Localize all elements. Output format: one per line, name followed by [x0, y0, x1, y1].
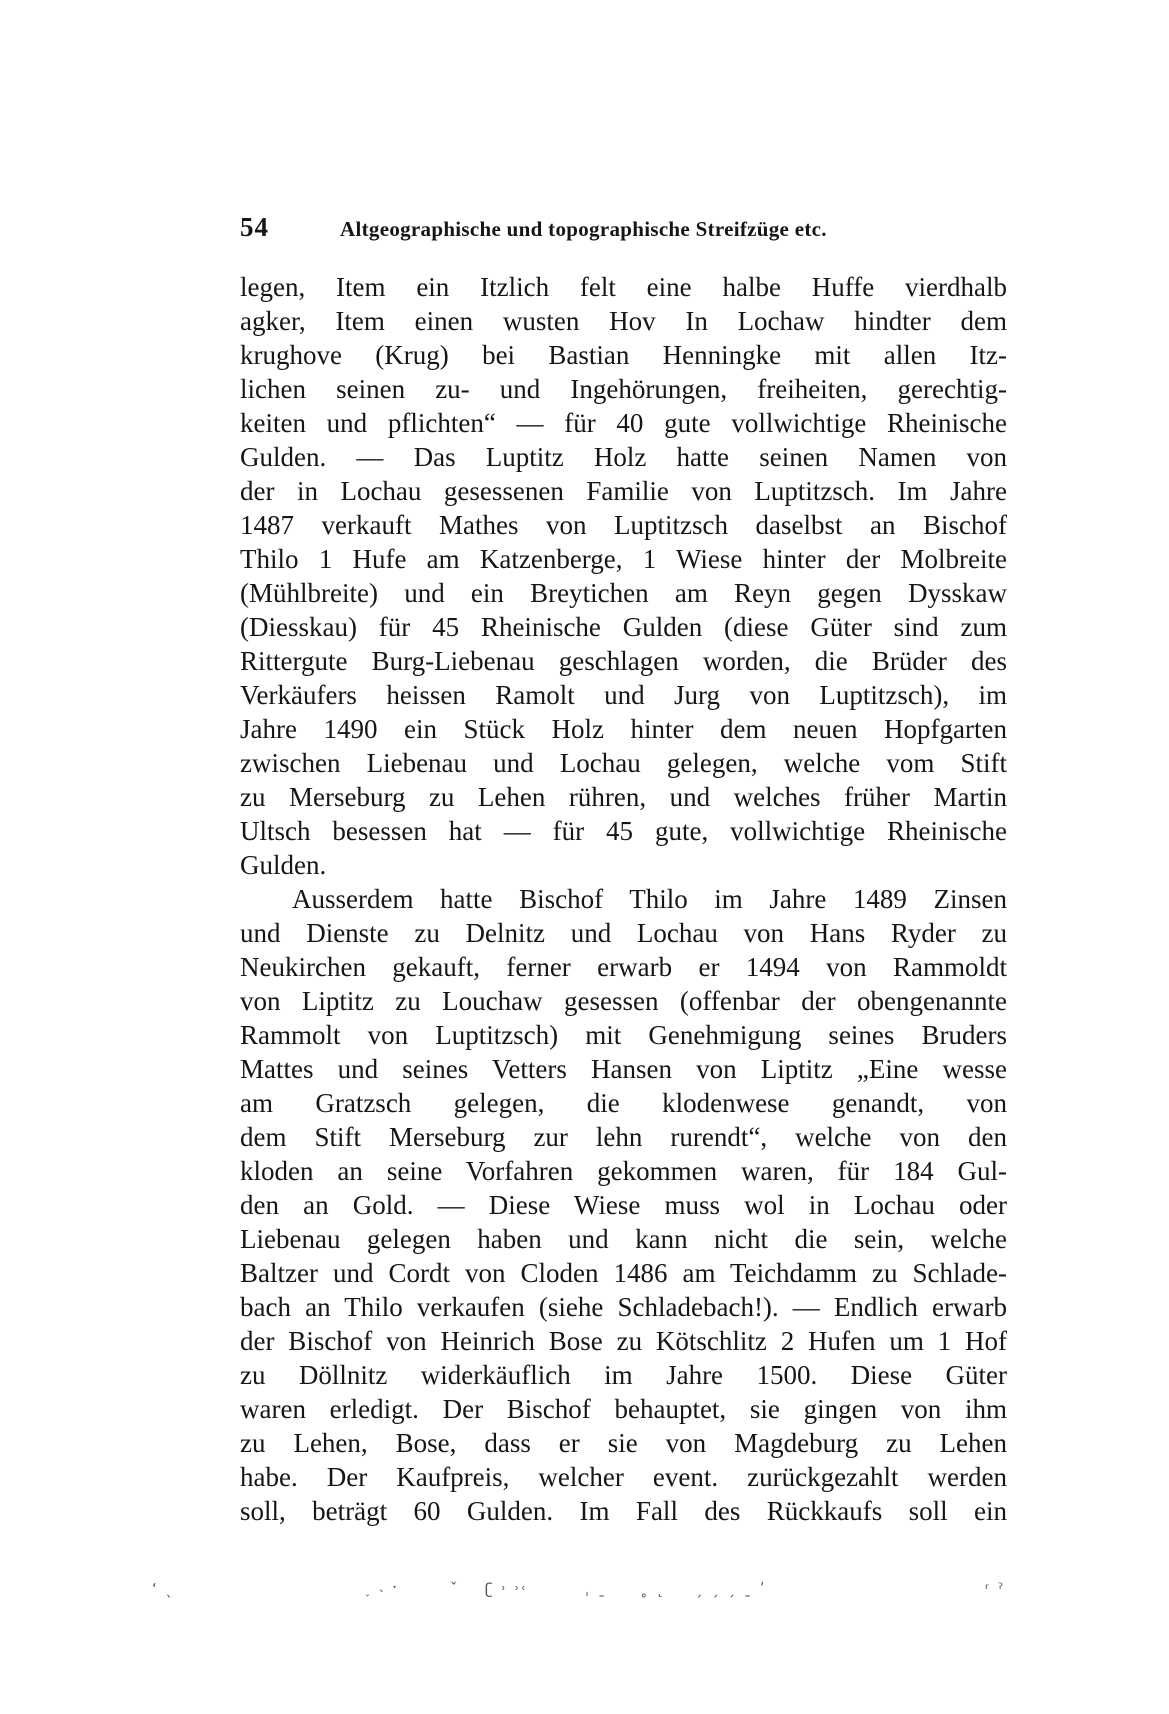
- text-line: der Bischof von Heinrich Bose zu Kötschlitz 2 Hufen um 1 Hof: [240, 1326, 1007, 1356]
- text-line: am Gratzsch gelegen, die klodenwese genandt, von: [240, 1088, 1007, 1118]
- text-line: und Dienste zu Delnitz und Lochau von Hans Ryder zu: [240, 918, 1007, 948]
- bleed-through-marks: [140, 1580, 1040, 1610]
- text-line: den an Gold. — Diese Wiese muss wol in Lochau oder: [240, 1190, 1007, 1220]
- text-line: Jahre 1490 ein Stück Holz hinter dem neuen Hopfgarten: [240, 714, 1007, 744]
- text-line: zwischen Liebenau und Lochau gelegen, welche vom Stift: [240, 748, 1007, 778]
- text-line-paragraph-start: Ausserdem hatte Bischof Thilo im Jahre 1489 Zinsen: [292, 884, 1007, 914]
- text-line: Thilo 1 Hufe am Katzenberge, 1 Wiese hinter der Molbreite: [240, 544, 1007, 574]
- text-line: Rittergute Burg-Liebenau geschlagen worden, die Brüder des: [240, 646, 1007, 676]
- faint-mark: ˳ ˛: [640, 1580, 666, 1598]
- text-line: keiten und pflichten“ — für 40 gute vollwichtige Rheinische: [240, 408, 1007, 438]
- text-line: 1487 verkauft Mathes von Luptitzsch daselbst an Bischof: [240, 510, 1007, 540]
- faint-mark: ʗ ˒ ˒˓: [485, 1580, 529, 1598]
- text-line: agker, Item einen wusten Hov In Lochaw hindter dem: [240, 306, 1007, 336]
- text-line: legen, Item ein Itzlich felt eine halbe Huffe vierdhalb: [240, 272, 1007, 302]
- text-line: waren erledigt. Der Bischof behauptet, sie gingen von ihm: [240, 1394, 1007, 1424]
- faint-mark: ˇ: [450, 1580, 460, 1598]
- text-line: Gulden. — Das Luptitz Holz hatte seinen Namen von: [240, 442, 1007, 472]
- text-line: von Liptitz zu Louchaw gesessen (offenbar der obengenannte: [240, 986, 1007, 1016]
- text-line: der in Lochau gesessenen Familie von Luptitzsch. Im Jahre: [240, 476, 1007, 506]
- text-line: zu Lehen, Bose, dass er sie von Magdeburg zu Lehen: [240, 1428, 1007, 1458]
- text-line: kloden an seine Vorfahren gekommen waren, für 184 Gul-: [240, 1156, 1007, 1186]
- running-head: [240, 212, 1000, 248]
- faint-mark: ʳ ˀ: [985, 1580, 1006, 1598]
- faint-mark: ˏ ˏ ˏ ˍ ʹ: [695, 1580, 767, 1598]
- text-line: habe. Der Kaufpreis, welcher event. zurückgezahlt werden: [240, 1462, 1007, 1492]
- text-line: soll, beträgt 60 Gulden. Im Fall des Rückkaufs soll ein: [240, 1496, 1007, 1526]
- body-text: [240, 270, 1007, 1528]
- faint-mark: ˯ ˴ ˑ: [365, 1580, 400, 1598]
- text-line: Baltzer und Cordt von Cloden 1486 am Teichdamm zu Schlade-: [240, 1258, 1007, 1288]
- text-line: Mattes und seines Vetters Hansen von Liptitz „Eine wesse: [240, 1054, 1007, 1084]
- text-line: krughove (Krug) bei Bastian Henningke mit allen Itz-: [240, 340, 1007, 370]
- text-line: Neukirchen gekauft, ferner erwarb er 1494 von Rammoldt: [240, 952, 1007, 982]
- text-line: zu Döllnitz widerkäuflich im Jahre 1500. Diese Güter: [240, 1360, 1007, 1390]
- text-line: zu Merseburg zu Lehen rühren, und welches früher Martin: [240, 782, 1007, 812]
- page-number: 54: [240, 212, 269, 242]
- text-line: Verkäufers heissen Ramolt und Jurg von Luptitzsch), im: [240, 680, 1007, 710]
- text-line: Liebenau gelegen haben und kann nicht die sein, welche: [240, 1224, 1007, 1254]
- text-line: (Diesskau) für 45 Rheinische Gulden (diese Güter sind zum: [240, 612, 1007, 642]
- text-line: dem Stift Merseburg zur lehn rurendt“, welche von den: [240, 1122, 1007, 1152]
- text-line-paragraph-end: Gulden.: [240, 850, 327, 880]
- text-line: (Mühlbreite) und ein Breytichen am Reyn gegen Dysskaw: [240, 578, 1007, 608]
- text-line: lichen seinen zu- und Ingehörungen, freiheiten, gerechtig-: [240, 374, 1007, 404]
- text-line: Rammolt von Luptitzsch) mit Genehmigung seines Bruders: [240, 1020, 1007, 1050]
- running-title: Altgeographische und topographische Streifzüge etc.: [340, 217, 827, 241]
- text-line: Ultsch besessen hat — für 45 gute, vollwichtige Rheinische: [240, 816, 1007, 846]
- text-line: bach an Thilo verkaufen (siehe Schladebach!). — Endlich erwarb: [240, 1292, 1007, 1322]
- faint-mark: ˌ ˍ: [585, 1580, 608, 1598]
- faint-mark: ‘ ˎ: [152, 1580, 176, 1598]
